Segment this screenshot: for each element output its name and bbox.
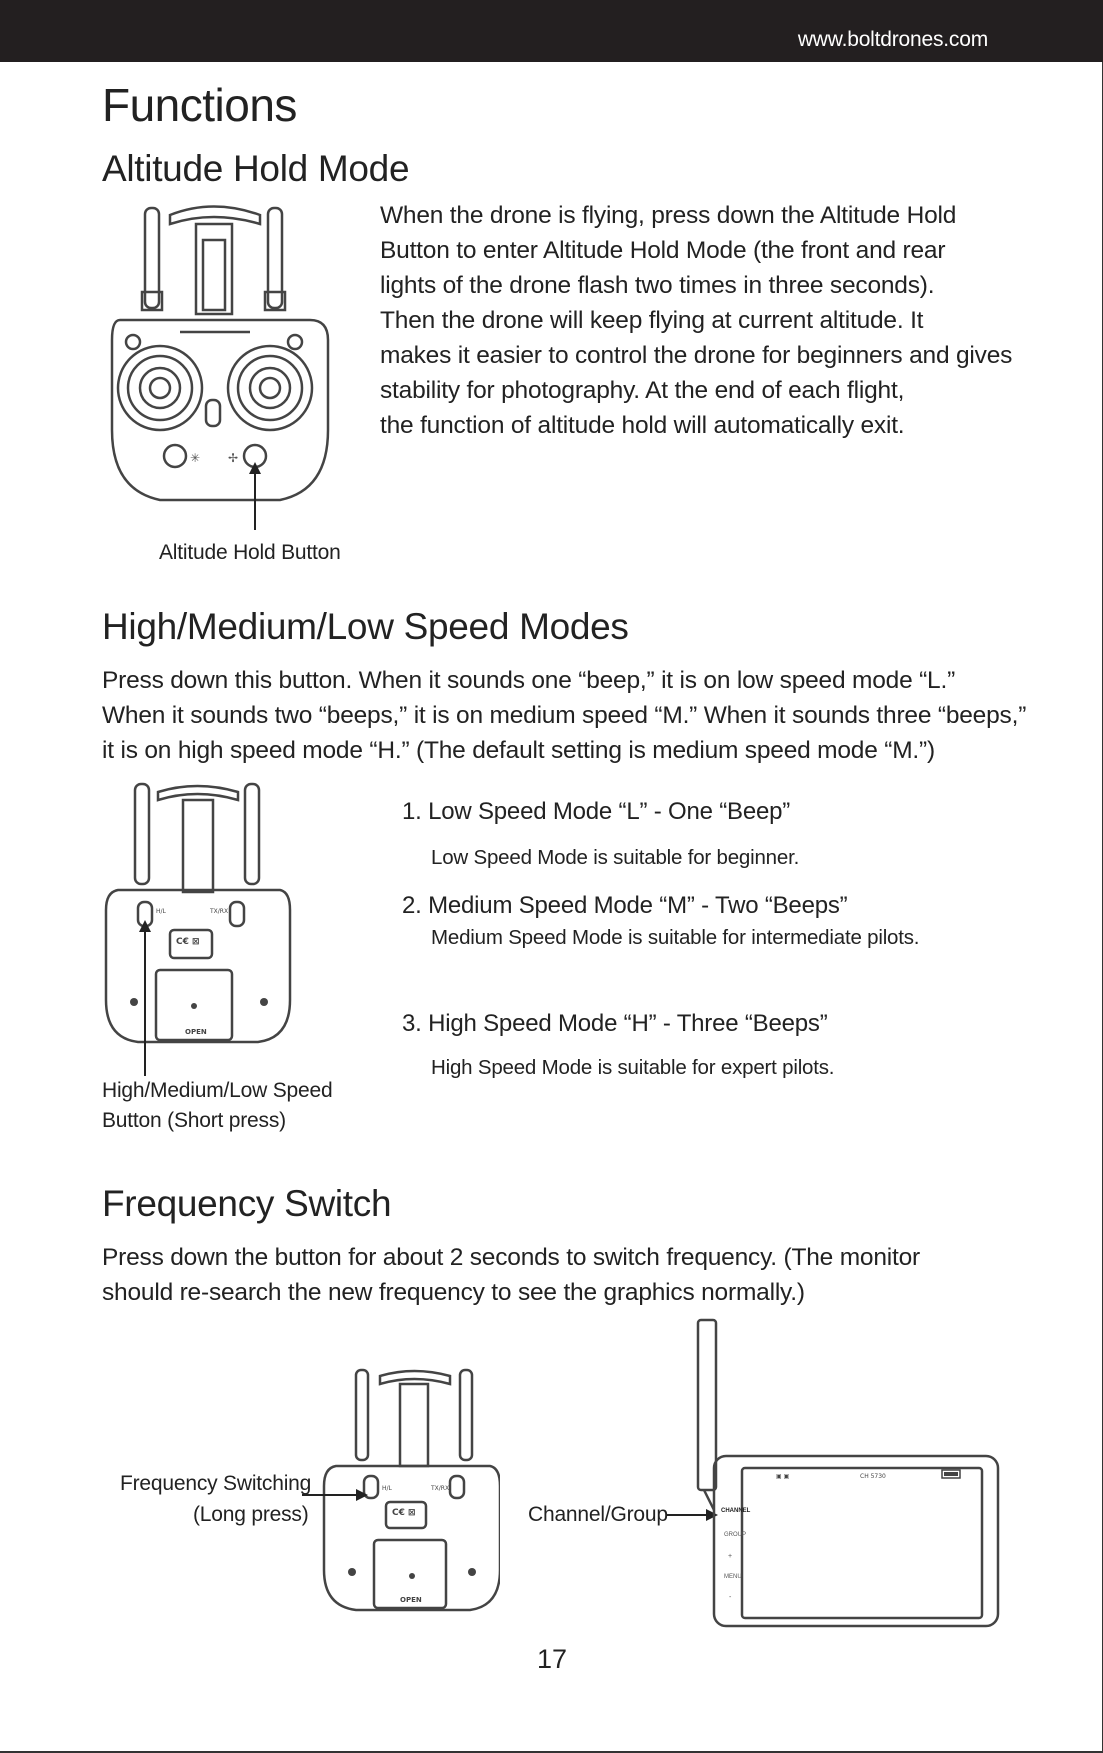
frequency-switch-label-line2: (Long press) [193,1503,309,1526]
controller-back-illustration [98,780,298,1080]
speed-mode-title-low: 1. Low Speed Mode “L” - One “Beep” [402,798,791,825]
speed-button-label: High/Medium/Low Speed Button (Short press) [102,1079,333,1132]
speed-mode-desc-high: High Speed Mode is suitable for expert pilots. [431,1056,835,1079]
frequency-heading: Frequency Switch [102,1183,392,1224]
svg-text:✳: ✳ [190,451,201,465]
monitor-menu-channel: CHANNEL [721,1508,751,1514]
svg-text:✢: ✢ [228,451,239,465]
svg-text:H/L: H/L [156,908,166,915]
channel-group-label: Channel/Group [528,1503,668,1526]
monitor-menu-minus: - [729,1594,732,1601]
page-number: 17 [537,1644,568,1674]
monitor-menu-group: GROUP [724,1532,747,1538]
speed-mode-title-medium: 2. Medium Speed Mode “M” - Two “Beeps” [402,892,848,919]
frequency-pointer-arrow [302,1488,372,1502]
svg-text:▣ ▣: ▣ ▣ [776,1473,790,1480]
frequency-description: Press down the button for about 2 seconds to switch frequency. (The monitor should re-search the new frequency to see the graphics normally.) [102,1244,920,1306]
speed-description: Press down this button. When it sounds one “beep,” it is on low speed mode “L.” When it sounds two “beeps,” it is on medium speed “M.” When it sounds three “beeps,” it is on high speed mode “H.” (The default setting is medium speed mode “M.”) [102,667,1027,764]
monitor-illustration [690,1316,1002,1630]
svg-text:C€ ⊠: C€ ⊠ [392,1508,416,1518]
svg-text:OPEN: OPEN [185,1028,207,1036]
page-title: Functions [102,79,297,131]
speed-heading: High/Medium/Low Speed Modes [102,606,629,647]
monitor-menu-plus: + [728,1553,733,1560]
svg-text:C€ ⊠: C€ ⊠ [176,937,200,947]
svg-text:OPEN: OPEN [400,1596,422,1604]
svg-text:CH 5730: CH 5730 [860,1473,886,1480]
monitor-menu-menu: MENU [724,1574,742,1580]
altitude-heading: Altitude Hold Mode [102,148,410,189]
altitude-description: When the drone is flying, press down the Altitude Hold Button to enter Altitude Hold Mode (the front and rear lights of the drone flash two times in three seconds). Then the drone will keep flying at current altitude. It makes it easier to control the drone for beginners and gives stability for photography. At the end of each flight, the function of altitude hold will automatically exit. [380,202,1013,439]
speed-mode-desc-medium: Medium Speed Mode is suitable for intermediate pilots. [431,926,920,949]
controller-front-illustration [100,200,340,540]
speed-mode-desc-low: Low Speed Mode is suitable for beginner. [431,846,800,869]
svg-text:TX/RX: TX/RX [431,1485,450,1492]
website-url[interactable]: www.boltdrones.com [797,28,988,51]
speed-mode-title-high: 3. High Speed Mode “H” - Three “Beeps” [402,1010,828,1037]
frequency-switch-label-line1: Frequency Switching [120,1472,312,1495]
svg-text:H/L: H/L [382,1485,392,1492]
altitude-hold-button-label: Altitude Hold Button [159,541,341,564]
svg-text:TX/RX: TX/RX [210,908,229,915]
